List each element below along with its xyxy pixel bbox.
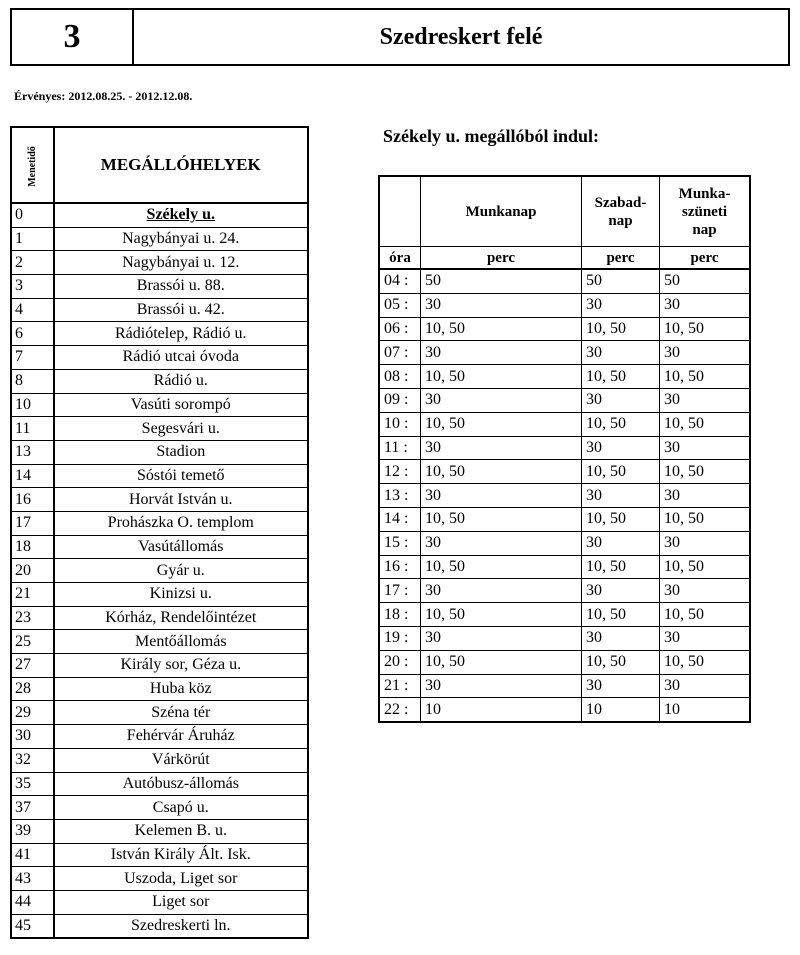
minute-subheader: perc [582,247,660,270]
travel-minutes: 11 [11,417,54,441]
stop-row [11,701,308,725]
holiday-minutes: 30 [660,579,751,603]
travel-minutes: 7 [11,346,54,370]
travel-minutes: 44 [11,890,54,914]
saturday-minutes: 30 [582,626,660,650]
stop-name [54,630,308,654]
departure-row [379,317,750,341]
travel-minutes: 6 [11,322,54,346]
travel-minutes: 13 [11,440,54,464]
stop-row [11,440,308,464]
stops-header: MEGÁLLÓHELYEK [54,127,308,203]
route-number: 3 [12,10,134,64]
stop-name-text: Várkörút [151,751,210,769]
holiday-minutes: 30 [660,388,751,412]
saturday-minutes: 10 [582,698,660,722]
departure-row [379,436,750,460]
validity-period: Érvényes: 2012.08.25. - 2012.12.08. [14,89,193,103]
stop-row [11,488,308,512]
saturday-minutes: 10, 50 [582,317,660,341]
saturday-minutes: 30 [582,341,660,365]
holiday-minutes: 30 [660,341,751,365]
hour-cell: 14 : [379,507,421,531]
travel-minutes: 2 [11,251,54,275]
holiday-minutes: 10, 50 [660,555,751,579]
stop-row [11,772,308,796]
hour-cell: 17 : [379,579,421,603]
weekday-minutes: 10 [421,698,582,722]
stop-name-text: Brassói u. 88. [136,277,225,295]
hour-cell: 19 : [379,626,421,650]
stop-row [11,559,308,583]
stop-name [54,346,308,370]
stop-name-text: Kórház, Rendelőintézet [105,609,257,627]
stop-row [11,298,308,322]
stop-name [54,819,308,843]
stop-name-text: Horvát István u. [129,490,233,508]
stop-name [54,369,308,393]
stop-row [11,535,308,559]
stop-row [11,393,308,417]
saturday-minutes: 30 [582,674,660,698]
stop-row [11,914,308,938]
holiday-minutes: 30 [660,531,751,555]
stop-name [54,203,308,227]
stop-row [11,227,308,251]
hour-cell: 06 : [379,317,421,341]
stop-row [11,417,308,441]
holiday-minutes: 10 [660,698,751,722]
hour-cell: 10 : [379,412,421,436]
stop-row [11,867,308,891]
travel-minutes: 29 [11,701,54,725]
holiday-minutes: 10, 50 [660,412,751,436]
saturday-minutes: 30 [582,293,660,317]
saturday-header: Szabad- nap [582,176,660,247]
stop-row [11,843,308,867]
stop-name [54,890,308,914]
weekday-minutes: 30 [421,388,582,412]
hour-cell: 13 : [379,484,421,508]
saturday-minutes: 10, 50 [582,412,660,436]
travel-minutes: 8 [11,369,54,393]
departure-row [379,388,750,412]
stop-row [11,203,308,227]
weekday-minutes: 10, 50 [421,412,582,436]
minute-subheader: perc [660,247,751,270]
travel-minutes: 43 [11,867,54,891]
stop-name-text: Gyár u. [156,561,205,579]
stop-name [54,772,308,796]
travel-minutes: 28 [11,677,54,701]
hour-cell: 04 : [379,269,421,293]
stop-name [54,488,308,512]
hour-cell: 22 : [379,698,421,722]
stop-row [11,251,308,275]
weekday-minutes: 10, 50 [421,603,582,627]
travel-minutes: 4 [11,298,54,322]
departure-row [379,698,750,722]
travel-minutes: 41 [11,843,54,867]
saturday-minutes: 50 [582,269,660,293]
weekday-minutes: 30 [421,626,582,650]
weekday-minutes: 10, 50 [421,317,582,341]
departure-row [379,507,750,531]
saturday-minutes: 10, 50 [582,650,660,674]
departures-table [378,175,751,723]
title-box [10,8,790,66]
stop-row [11,464,308,488]
stop-name [54,440,308,464]
stop-name [54,867,308,891]
stop-name [54,227,308,251]
travel-minutes: 14 [11,464,54,488]
saturday-minutes: 30 [582,388,660,412]
stop-row [11,725,308,749]
travel-minutes: 45 [11,914,54,938]
departure-row [379,626,750,650]
holiday-minutes: 30 [660,436,751,460]
hour-cell: 09 : [379,388,421,412]
travel-minutes: 37 [11,796,54,820]
stops-table [10,126,309,939]
travel-minutes: 1 [11,227,54,251]
stop-name-text: Csapó u. [152,798,209,816]
stop-name [54,275,308,299]
holiday-minutes: 10, 50 [660,507,751,531]
stop-row [11,511,308,535]
stop-name-text: Széna tér [151,703,211,721]
travel-minutes: 25 [11,630,54,654]
stop-name [54,914,308,938]
stop-name-text: Nagybányai u. 12. [122,253,240,271]
saturday-minutes: 30 [582,579,660,603]
hour-cell: 15 : [379,531,421,555]
departure-row [379,603,750,627]
stop-row [11,322,308,346]
travel-minutes: 0 [11,203,54,227]
weekday-minutes: 10, 50 [421,365,582,389]
saturday-minutes: 30 [582,484,660,508]
holiday-header: Munka- szüneti nap [660,176,751,247]
saturday-minutes: 10, 50 [582,603,660,627]
holiday-minutes: 10, 50 [660,460,751,484]
travel-minutes: 21 [11,583,54,607]
holiday-minutes: 10, 50 [660,317,751,341]
travel-minutes: 16 [11,488,54,512]
stop-name-text: Brassói u. 42. [136,301,225,319]
stop-name-text: Szedreskerti ln. [131,916,231,934]
departure-row [379,484,750,508]
stop-name-text: Rádió u. [153,372,208,390]
departure-row [379,579,750,603]
stop-name [54,796,308,820]
stop-name-text: Nagybányai u. 24. [122,230,240,248]
stop-name-text: Stadion [156,443,206,461]
stop-name-text: Fehérvár Áruház [126,727,235,745]
departure-row [379,341,750,365]
holiday-minutes: 10, 50 [660,365,751,389]
stop-name [54,701,308,725]
weekday-minutes: 30 [421,579,582,603]
travel-minutes: 17 [11,511,54,535]
hour-cell: 20 : [379,650,421,674]
weekday-minutes: 30 [421,531,582,555]
stop-name [54,725,308,749]
stop-name [54,748,308,772]
holiday-minutes: 30 [660,626,751,650]
stop-name [54,322,308,346]
saturday-minutes: 30 [582,531,660,555]
stop-row [11,819,308,843]
hour-cell: 05 : [379,293,421,317]
stop-row [11,346,308,370]
weekday-minutes: 10, 50 [421,650,582,674]
stop-name [54,559,308,583]
holiday-minutes: 30 [660,674,751,698]
stop-name [54,298,308,322]
stop-name-text: Kinizsi u. [149,585,212,603]
departure-row [379,531,750,555]
stop-row [11,796,308,820]
stop-row [11,654,308,678]
weekday-minutes: 10, 50 [421,460,582,484]
hour-cell: 08 : [379,365,421,389]
stop-name-text: Mentőállomás [135,632,227,650]
stop-name-text: Huba köz [149,680,212,698]
stop-name-text: Sóstói temető [136,466,225,484]
travel-minutes: 3 [11,275,54,299]
weekday-minutes: 30 [421,293,582,317]
stop-name-text: Prohászka O. templom [107,514,254,532]
stop-name [54,606,308,630]
weekday-header: Munkanap [421,176,582,247]
departure-row [379,650,750,674]
stop-name-text: István Király Ált. Isk. [110,845,251,863]
departure-row [379,269,750,293]
travel-minutes: 27 [11,654,54,678]
stop-name [54,843,308,867]
weekday-minutes: 50 [421,269,582,293]
travel-time-header: Menetidő [11,127,54,203]
departure-row [379,365,750,389]
stop-name [54,464,308,488]
travel-minutes: 23 [11,606,54,630]
saturday-minutes: 10, 50 [582,365,660,389]
stop-name [54,677,308,701]
travel-minutes: 32 [11,748,54,772]
departures-title: Székely u. megállóból indul: [383,126,600,146]
hour-cell: 16 : [379,555,421,579]
stop-row [11,630,308,654]
stop-name-text: Székely u. [146,206,215,224]
departure-row [379,674,750,698]
departure-row [379,555,750,579]
travel-minutes: 18 [11,535,54,559]
holiday-minutes: 30 [660,293,751,317]
holiday-minutes: 10, 50 [660,603,751,627]
weekday-minutes: 30 [421,341,582,365]
hour-subheader: óra [379,247,421,270]
stop-name [54,511,308,535]
destination-title: Szedreskert felé [379,23,543,50]
weekday-minutes: 30 [421,484,582,508]
weekday-minutes: 10, 50 [421,555,582,579]
departure-row [379,412,750,436]
stop-name [54,654,308,678]
travel-minutes: 10 [11,393,54,417]
stop-row [11,275,308,299]
stop-name [54,583,308,607]
stop-row [11,583,308,607]
stop-row [11,677,308,701]
stop-name-text: Rádiótelep, Rádió u. [115,324,247,342]
stop-name-text: Király sor, Géza u. [120,656,242,674]
weekday-minutes: 30 [421,436,582,460]
hour-cell: 07 : [379,341,421,365]
hour-header-blank [379,176,421,247]
saturday-minutes: 10, 50 [582,555,660,579]
stop-name-text: Segesvári u. [141,419,220,437]
stop-name-text: Uszoda, Liget sor [124,869,238,887]
travel-minutes: 35 [11,772,54,796]
departure-row [379,460,750,484]
stop-name [54,417,308,441]
holiday-minutes: 30 [660,484,751,508]
stop-name-text: Autóbusz-állomás [122,774,239,792]
stop-name [54,251,308,275]
saturday-minutes: 10, 50 [582,460,660,484]
holiday-minutes: 10, 50 [660,650,751,674]
stop-name-text: Vasúti sorompó [130,395,231,413]
stop-name-text: Vasútállomás [138,537,224,555]
stop-name [54,393,308,417]
stop-name [54,535,308,559]
hour-cell: 18 : [379,603,421,627]
stop-name-text: Kelemen B. u. [134,822,227,840]
stop-row [11,890,308,914]
minute-subheader: perc [421,247,582,270]
stop-name-text: Liget sor [152,893,210,911]
stop-name-text: Rádió utcai óvoda [122,348,239,366]
saturday-minutes: 10, 50 [582,507,660,531]
weekday-minutes: 30 [421,674,582,698]
saturday-minutes: 30 [582,436,660,460]
travel-minutes: 20 [11,559,54,583]
hour-cell: 21 : [379,674,421,698]
departure-row [379,293,750,317]
travel-minutes: 39 [11,819,54,843]
stop-row [11,369,308,393]
hour-cell: 12 : [379,460,421,484]
stop-row [11,748,308,772]
stop-row [11,606,308,630]
hour-cell: 11 : [379,436,421,460]
holiday-minutes: 50 [660,269,751,293]
weekday-minutes: 10, 50 [421,507,582,531]
travel-minutes: 30 [11,725,54,749]
